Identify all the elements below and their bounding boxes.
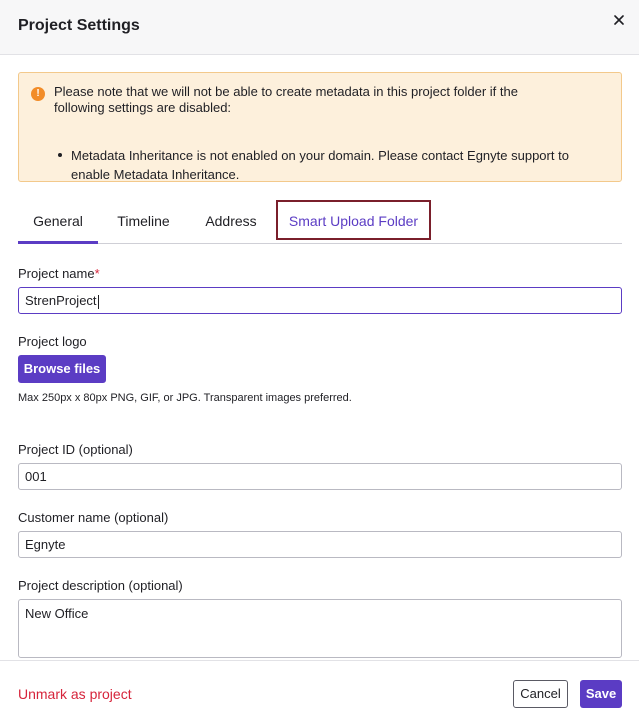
metadata-alert bbox=[18, 72, 622, 182]
browse-files-button[interactable]: Browse files bbox=[18, 355, 106, 383]
alert-bullet-line-2: enable Metadata Inheritance. bbox=[71, 167, 240, 182]
project-name-value: StrenProject bbox=[25, 293, 97, 308]
dialog-header bbox=[0, 0, 639, 55]
project-description-label: Project description (optional) bbox=[18, 578, 183, 593]
project-id-label: Project ID (optional) bbox=[18, 442, 133, 457]
project-description-textarea[interactable]: New Office bbox=[18, 599, 622, 658]
project-id-input[interactable]: 001 bbox=[18, 463, 622, 490]
project-logo-label: Project logo bbox=[18, 334, 87, 349]
customer-name-label: Customer name (optional) bbox=[18, 510, 169, 525]
bullet-dot bbox=[58, 153, 62, 157]
unmark-as-project-link[interactable]: Unmark as project bbox=[18, 686, 132, 702]
alert-message-line-2: following settings are disabled: bbox=[54, 100, 232, 115]
tab-timeline[interactable]: Timeline bbox=[117, 213, 170, 229]
project-name-label-text: Project name bbox=[18, 266, 95, 281]
settings-tabs bbox=[18, 200, 622, 244]
tab-smart-upload-folder[interactable]: Smart Upload Folder bbox=[276, 200, 431, 240]
tab-address[interactable]: Address bbox=[205, 213, 257, 229]
dialog-footer bbox=[0, 660, 639, 724]
cancel-button[interactable]: Cancel bbox=[513, 680, 568, 708]
alert-message bbox=[54, 84, 614, 116]
required-mark: * bbox=[94, 266, 100, 281]
alert-message-line-1: Please note that we will not be able to create metadata in this project folder if the bbox=[54, 84, 518, 99]
dialog-title: Project Settings bbox=[18, 17, 140, 34]
tab-general[interactable]: General bbox=[18, 200, 98, 244]
save-button[interactable]: Save bbox=[580, 680, 622, 708]
warning-icon: ! bbox=[31, 87, 45, 101]
project-name-input[interactable] bbox=[18, 287, 622, 314]
customer-name-input[interactable]: Egnyte bbox=[18, 531, 622, 558]
project-name-label bbox=[18, 266, 100, 281]
logo-hint: Max 250px x 80px PNG, GIF, or JPG. Transparent images preferred. bbox=[18, 392, 352, 404]
text-caret bbox=[98, 295, 99, 309]
alert-bullet-line-1: Metadata Inheritance is not enabled on your domain. Please contact Egnyte support to bbox=[71, 148, 569, 163]
close-icon[interactable] bbox=[611, 12, 627, 28]
dialog-body bbox=[0, 55, 639, 660]
